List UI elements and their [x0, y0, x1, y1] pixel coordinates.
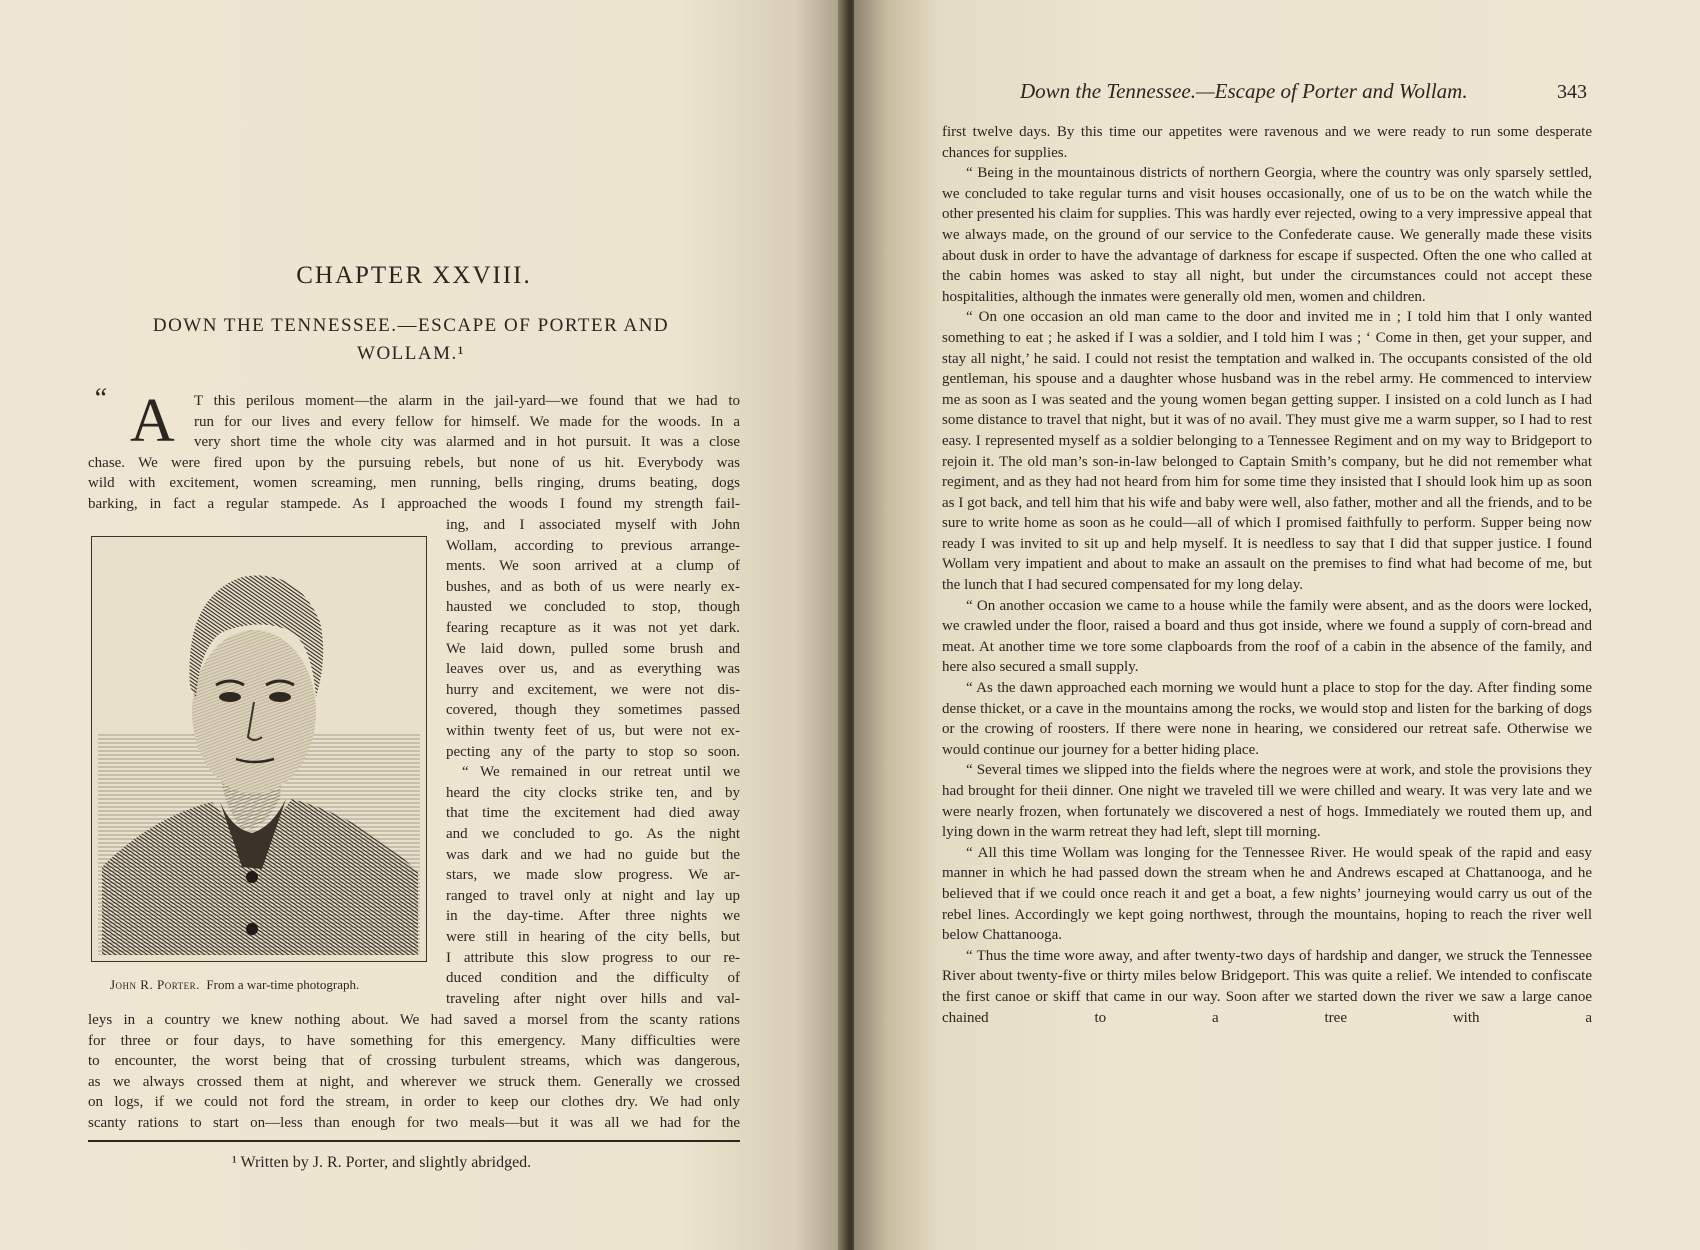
footnote-rule [88, 1140, 740, 1142]
caption-text: From a war-time photograph. [206, 977, 360, 992]
paragraph: “ Several times we slipped into the fields where the negroes were at work, and stole the provisions they had brought for theii dinner. One night we traveled till we were chilled and weary. It was very late and we were nearly frozen, when fortunately we discovered a nest of hogs. Immediately we routed them up, and lying down in the warm retreat they had left, slept till morning. [942, 762, 1592, 841]
text-line: that time the excitement had died away [446, 805, 740, 822]
right-page-text [942, 122, 1592, 1028]
text-line: covered, though they sometimes passed [446, 702, 740, 719]
text-line: I attribute this slow progress to our re- [446, 949, 740, 966]
opening-quote: “ [92, 383, 106, 414]
text-line: was dark and we had no guide but the [446, 846, 740, 863]
text-line: wild with excitement, women screaming, men running, bells ringing, drums beating, dogs [88, 475, 740, 492]
text-line: scanty rations to start on—less than enough for two meals—but it was all we had for the [88, 1115, 740, 1131]
left-page [0, 0, 846, 1250]
text-line: and we concluded to go. As the night [446, 826, 740, 842]
running-head: Down the Tennessee.—Escape of Porter and Wollam. [1020, 79, 1468, 103]
chapter-title: CHAPTER XXVIII. [296, 262, 532, 289]
text-line: Wollam, according to previous arrange- [446, 537, 740, 554]
text-line: chase. We were fired upon by the pursuing rebels, but none of us hit. Everybody was [88, 454, 740, 471]
footnote: ¹ Written by J. R. Porter, and slightly abridged. [232, 1154, 532, 1171]
chapter-subtitle: DOWN THE TENNESSEE.—ESCAPE OF PORTER AND WOLLAM.¹ [152, 315, 670, 364]
text-line: to encounter, the worst being that of crossing turbulent streams, which was dangerous, [88, 1053, 740, 1070]
portrait-caption [110, 977, 359, 993]
paragraph: “ On one occasion an old man came to the door and invited me in ; I told him that I only wanted something to eat ; he asked if I was a soldier, and I told him I was ; ‘ Come in then, get your supper, and stay all night,’ he said. I could not resist the temptation and walked in. The occupants consisted of the old gentleman, his spouse and a daughter whose husband was in the rebel army. He commenced to interview me as soon as I was seated and the young women began getting supper. I insisted on a cold lunch as I had some distance to travel that night, but it was of no avail. They must give me a warm supper, so I had to rest easy. I represented myself as a soldier belonging to a Tennessee Regiment and on my way to Bridgeport to rejoin it. The old man’s son-in-law belonged to Captain Smith’s company, but he did not remember what regiment, and as they had not heard from him for some time they insisted that I should look him up as soon as I got back, and tell him that his wife and baby were well, also father, mother and all the friends, and to be sure to write home as soon as he could—all of which I promised faithfully to perform. Supper being now ready I was invited to sit up and help myself. It is needless to say that I did that supper justice. I found Wollam very impatient and about to make an assault on the premises to find what had become of me, but the lunch that I had secured compensated for my long delay. [942, 309, 1592, 594]
text-line: We laid down, pulled some brush and [446, 640, 740, 657]
paragraph: “ On another occasion we came to a house while the family were absent, and as the doors were locked, we crawled under the floor, raised a board and thus got inside, where we found a supply of corn-bread and meat. At another time we tore some clapboards from the roof of a cabin in the absence of the family, and here also secured a small supply. [942, 597, 1592, 676]
text-line: barking, in fact a regular stampede. As I approached the woods I found my strength fail- [88, 496, 740, 512]
text-line: very short time the whole city was alarmed and in hot pursuit. It was a close [194, 434, 740, 451]
text-line: leaves over us, and as everything was [446, 661, 740, 678]
text-line: on logs, if we could not ford the stream, in order to keep our clothes dry. We had only [88, 1094, 740, 1111]
text-line: heard the city clocks strike ten, and by [446, 784, 740, 801]
paragraph: first twelve days. By this time our appetites were ravenous and we were ready to run some desperate chances for supplies. [942, 124, 1592, 161]
text-line: ments. We soon arrived at a clump of [446, 558, 740, 575]
text-line: ing, and I associated myself with John [446, 517, 740, 533]
text-line: bushes, and as both of us were nearly ex- [446, 578, 740, 595]
portrait-engraving [91, 536, 427, 962]
text-line: hurry and excitement, we were not dis- [446, 681, 740, 698]
page-number: 343 [1557, 81, 1587, 103]
text-line: were still in hearing of the city bells, but [446, 929, 740, 945]
text-line: within twenty feet of us, but were not ex- [446, 723, 740, 739]
text-line: as we always crossed them at night, and wherever we struck them. Generally we crossed [88, 1073, 740, 1090]
text-line: duced condition and the difficulty of [446, 970, 740, 987]
text-line: ranged to travel only at night and lay up [446, 887, 740, 904]
portrait-illustration [92, 537, 426, 961]
text-line: fearing recapture as it was not yet dark. [446, 620, 740, 636]
text-line: “ We remained in our retreat until we [462, 764, 740, 781]
drop-cap: A [130, 387, 175, 455]
caption-name: John R. Porter. [110, 977, 200, 992]
text-line: hausted we concluded to stop, though [446, 599, 740, 616]
paragraph: “ Thus the time wore away, and after twenty-two days of hardship and danger, we struck the Tennessee River about twenty-five or thirty miles below Bridgeport. This was quite a relief. We intended to confiscate the first canoe or skiff that came in our way. Soon after we started down the river we saw a large canoe chained to a tree with a [942, 947, 1592, 1026]
text-line: T this perilous moment—the alarm in the jail-yard—we found that we had to [194, 393, 740, 409]
text-line: traveling after night over hills and val- [446, 990, 740, 1007]
paragraph: “ As the dawn approached each morning we would hunt a place to stop for the day. After finding some dense thicket, or a cave in the mountains among the rocks, we would stop and listen for the barking of dogs or the crowing of roosters. If there were none in hearing, we considered our retreat safe. Otherwise we would continue our journey for a better hiding place. [942, 680, 1592, 758]
paragraph: “ All this time Wollam was longing for the Tennessee River. He would speak of the rapid and easy manner in which he had passed down the stream when he and Andrews escaped at Chattanooga, and he believed that if we could once reach it and get a boat, a few nights’ journeying would carry us out of the rebel lines. Accordingly we kept going northwest, through the mountains, hoping to reach the river well below Chattanooga. [942, 844, 1592, 944]
right-page [854, 0, 1700, 1250]
text-line: in the day-time. After three nights we [446, 908, 740, 925]
text-line: pecting any of the party to stop so soon. [446, 743, 740, 760]
text-line: for three or four days, to have something for this emergency. Many difficulties were [88, 1032, 740, 1049]
paragraph: “ Being in the mountainous districts of northern Georgia, where the country was only sparsely settled, we concluded to take regular turns and visit houses occasionally, one of us to be on the watch while the other presented his claim for supplies. This was hardly ever rejected, owing to a very impressive appeal that we always made, on the ground of our service to the Confederate cause. We generally made these visits about dusk in order to have the advantage of darkness for escape if suspected. Often the one who called at the cabin homes was asked to stay all night, but under the circumstances could not accept these hospitalities, although the inmates were generally old men, women and children. [942, 165, 1592, 305]
text-line: run for our lives and every fellow for himself. We made for the woods. In a [194, 413, 740, 430]
text-line: leys in a country we knew nothing about. We had saved a morsel from the scanty rations [88, 1012, 740, 1028]
text-line: stars, we made slow progress. We ar- [446, 867, 740, 884]
